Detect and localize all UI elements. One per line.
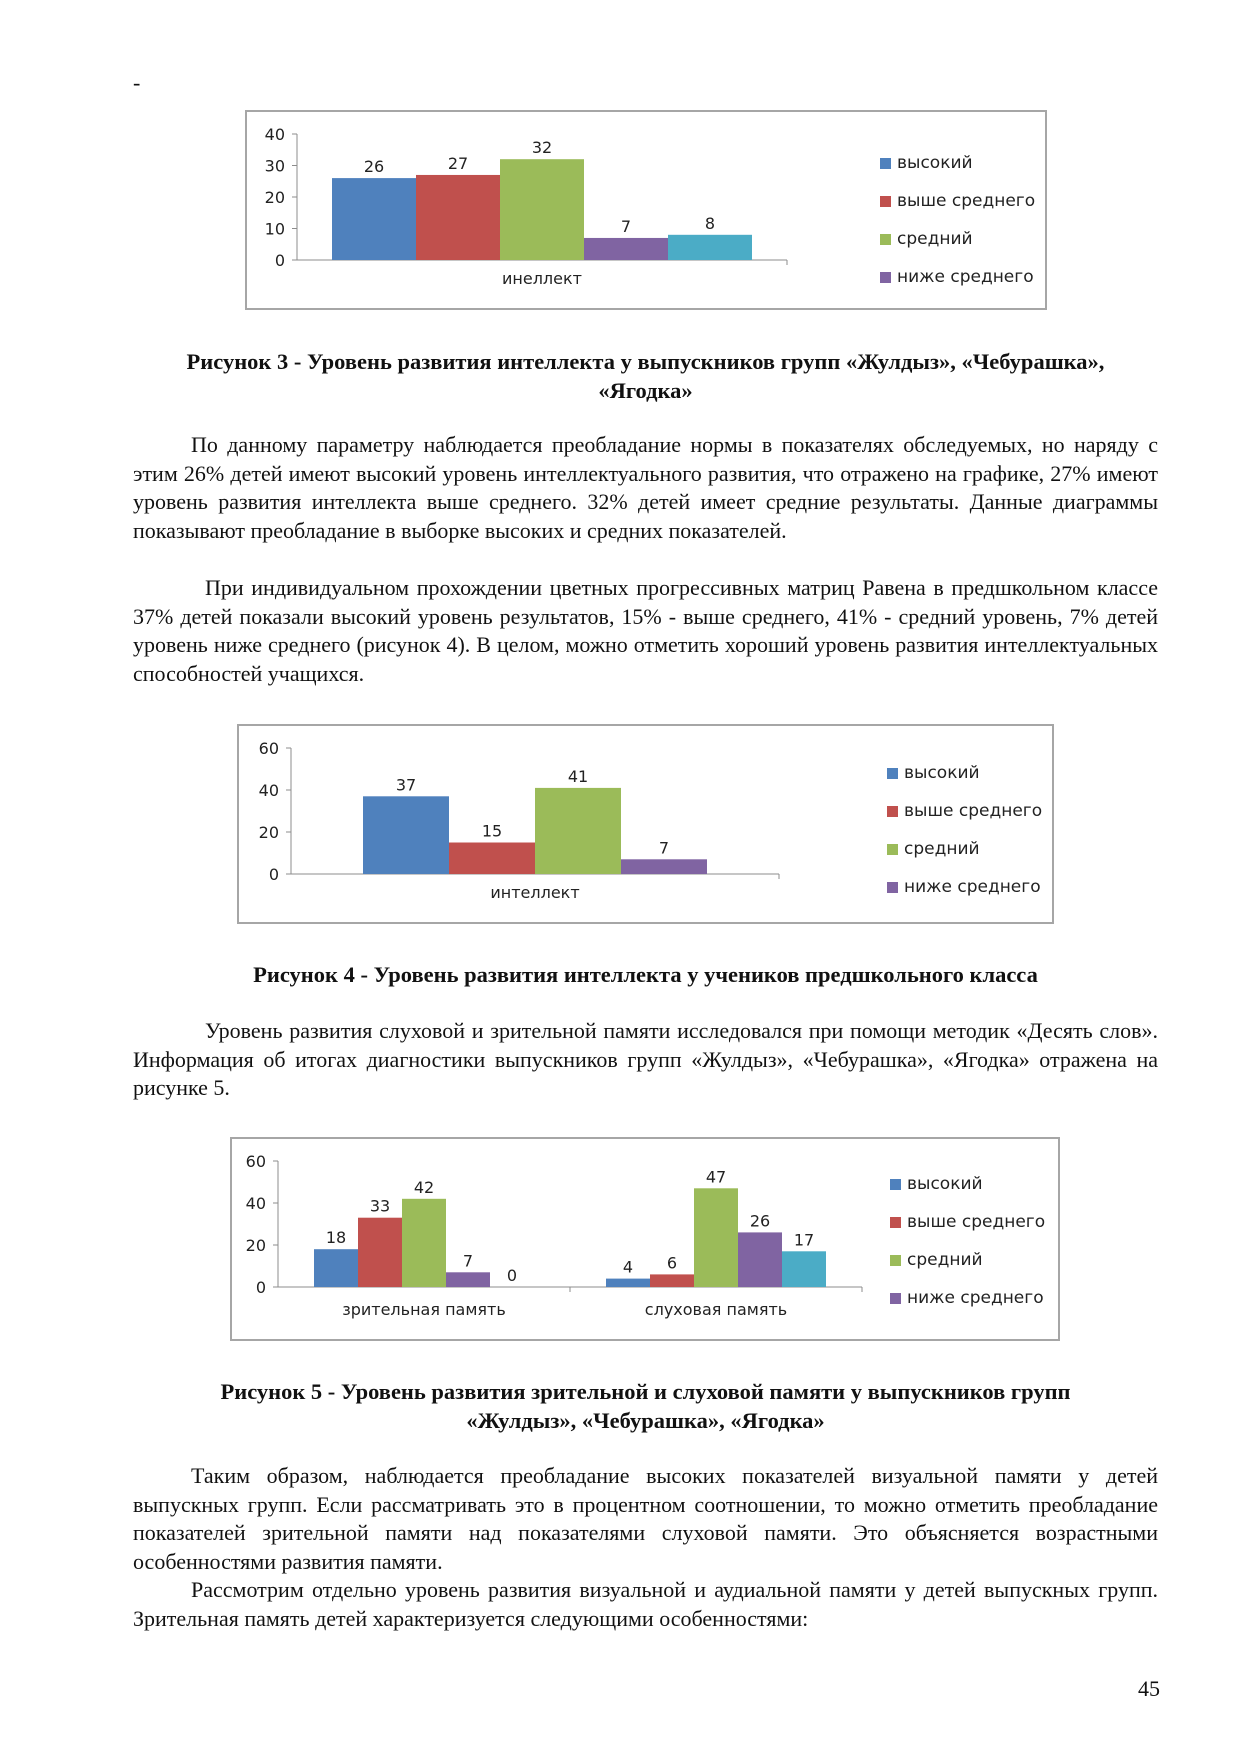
bar xyxy=(738,1232,782,1287)
page-number: 45 xyxy=(1138,1676,1160,1701)
legend-item xyxy=(890,1279,1045,1317)
figure-3-caption-line-1: Рисунок 3 - Уровень развития интеллекта у выпускников групп «Жулдыз», «Чебурашка», xyxy=(186,349,1105,374)
x-category-label: интеллект xyxy=(490,883,580,902)
legend-label: выше среднего xyxy=(907,1212,1046,1232)
legend-label: выше среднего xyxy=(897,191,1036,211)
figure-4-legend xyxy=(887,754,1042,906)
y-tick-label: 60 xyxy=(258,739,279,758)
paragraph-3: Уровень развития слуховой и зрительной памяти исследовался при помощи методик «Десять слов». Информация об итогах диагностики выпускников групп «Жулдыз», «Чебурашка», «Ягодка» отражена на рисунке 5. xyxy=(133,1018,1158,1100)
paragraph-4: Таким образом, наблюдается преобладание высоких показателей визуальной памяти у детей выпускных групп. Если рассматривать это в процентном соотношении, то можно отметить преобладание показателей зрительной памяти над показателями слуховой памяти. Это объясняется возрастными особенностями развития памяти. xyxy=(133,1463,1158,1574)
legend-swatch xyxy=(887,844,898,855)
legend-swatch xyxy=(880,158,891,169)
y-tick-label: 40 xyxy=(264,125,285,144)
legend-swatch xyxy=(887,806,898,817)
bar-value-label: 26 xyxy=(749,1211,771,1231)
bar-value-label: 26 xyxy=(363,157,385,177)
bar-value-label: 6 xyxy=(666,1253,678,1273)
legend-item xyxy=(890,1203,1045,1241)
bar xyxy=(402,1199,446,1287)
figure-5-caption xyxy=(133,1377,1158,1435)
figure-3-plot xyxy=(247,112,807,312)
y-tick-label: 30 xyxy=(264,156,285,176)
figure-3-caption xyxy=(133,347,1158,405)
figure-5-caption-line-1: Рисунок 5 - Уровень развития зрительной и слуховой памяти у выпускников групп xyxy=(220,1379,1071,1404)
bar xyxy=(446,1272,490,1287)
legend-label: высокий xyxy=(904,763,980,783)
paragraph-5: Рассмотрим отдельно уровень развития визуальной и аудиальной памяти у детей выпускных групп. Зрительная память детей характеризуется следующими особенностями: xyxy=(133,1577,1158,1631)
figure-3-legend xyxy=(880,144,1035,296)
x-category-label: зрительная память xyxy=(342,1300,506,1319)
figure-4-caption xyxy=(133,960,1158,989)
legend-item xyxy=(880,220,1035,258)
bar xyxy=(314,1249,358,1287)
y-tick-label: 10 xyxy=(264,219,285,239)
figure-3-caption-line-2: «Ягодка» xyxy=(598,378,693,403)
figure-3-chart xyxy=(245,110,1047,310)
figure-4-caption-line-1: Рисунок 4 - Уровень развития интеллекта у учеников предшкольного класса xyxy=(253,962,1038,987)
legend-label: средний xyxy=(897,229,973,249)
legend-item xyxy=(880,144,1035,182)
bar-value-label: 27 xyxy=(447,153,469,173)
bar-value-label: 33 xyxy=(369,1196,391,1216)
bar-value-label: 47 xyxy=(705,1167,727,1187)
bar xyxy=(332,178,416,260)
bar-value-label: 37 xyxy=(395,775,417,795)
legend-label: ниже среднего xyxy=(897,267,1034,287)
bar xyxy=(449,843,535,875)
y-tick-label: 0 xyxy=(268,865,279,884)
bar-value-label: 7 xyxy=(658,838,670,858)
y-tick-label: 0 xyxy=(255,1278,266,1297)
legend-item xyxy=(880,258,1035,296)
bar-value-label: 42 xyxy=(413,1177,435,1197)
figure-5-caption-line-2: «Жулдыз», «Чебурашка», «Ягодка» xyxy=(466,1408,825,1433)
page-dash: - xyxy=(133,70,141,95)
bar xyxy=(694,1188,738,1287)
bar-value-label: 4 xyxy=(622,1257,634,1277)
bar-value-label: 7 xyxy=(462,1251,474,1271)
legend-item xyxy=(887,792,1042,830)
legend-swatch xyxy=(887,882,898,893)
legend-swatch xyxy=(890,1255,901,1266)
figure-5-chart xyxy=(230,1137,1060,1341)
bar-value-label: 32 xyxy=(531,138,553,158)
legend-swatch xyxy=(887,768,898,779)
legend-item xyxy=(890,1241,1045,1279)
y-tick-label: 0 xyxy=(274,251,285,270)
bar xyxy=(650,1274,694,1287)
x-category-label: слуховая память xyxy=(644,1300,788,1319)
legend-label: средний xyxy=(904,839,980,859)
legend-item xyxy=(887,754,1042,792)
bar xyxy=(584,238,668,260)
y-tick-label: 40 xyxy=(258,781,279,800)
bar-value-label: 15 xyxy=(481,821,503,841)
figure-4-plot xyxy=(239,726,799,926)
legend-label: высокий xyxy=(907,1174,983,1194)
legend-swatch xyxy=(880,272,891,283)
legend-item xyxy=(887,868,1042,906)
legend-label: средний xyxy=(907,1250,983,1270)
legend-item xyxy=(887,830,1042,868)
figure-5-plot xyxy=(232,1139,882,1343)
paragraph-1: По данному параметру наблюдается преобладание нормы в показателях обследуемых, но наряду с этим 26% детей имеют высокий уровень интеллектуального развития, что отражено на графике, 27% имеют уровень развития интеллекта выше среднего. 32% детей имеет средние результаты. Данные диаграммы показывают преобладание в выборке высоких и средних показателей. xyxy=(133,432,1158,543)
bar-value-label: 8 xyxy=(704,213,716,233)
y-tick-label: 20 xyxy=(245,1236,266,1255)
x-category-label: инеллект xyxy=(502,269,582,288)
legend-swatch xyxy=(890,1293,901,1304)
legend-label: ниже среднего xyxy=(904,877,1041,897)
figure-4-chart xyxy=(237,724,1054,924)
bar xyxy=(363,796,449,874)
bar xyxy=(621,859,707,874)
legend-swatch xyxy=(880,234,891,245)
bar-value-label: 41 xyxy=(567,766,589,786)
bar-value-label: 7 xyxy=(620,216,632,236)
legend-swatch xyxy=(880,196,891,207)
legend-swatch xyxy=(890,1179,901,1190)
legend-item xyxy=(890,1165,1045,1203)
bar xyxy=(500,159,584,260)
legend-label: выше среднего xyxy=(904,801,1043,821)
legend-label: высокий xyxy=(897,153,973,173)
bar xyxy=(782,1251,826,1287)
figure-5-legend xyxy=(890,1165,1045,1317)
y-tick-label: 40 xyxy=(245,1194,266,1213)
y-tick-label: 20 xyxy=(264,188,285,207)
bar-value-label: 17 xyxy=(793,1230,815,1250)
legend-label: ниже среднего xyxy=(907,1288,1044,1308)
y-tick-label: 20 xyxy=(258,823,279,842)
paragraph-2: При индивидуальном прохождении цветных прогрессивных матриц Равена в предшкольном классе 37% детей показали высокий уровень результатов, 15% - выше среднего, 41% - средний уровень, 7% детей уровень ниже среднего (рисунок 4). В целом, можно отметить хороший уровень развития интеллектуальных способностей учащихся. xyxy=(133,575,1158,686)
y-tick-label: 60 xyxy=(245,1152,266,1171)
bar-value-label: 18 xyxy=(325,1228,347,1248)
legend-item xyxy=(880,182,1035,220)
bar xyxy=(668,235,752,260)
bar xyxy=(606,1279,650,1287)
bar xyxy=(535,788,621,874)
bar xyxy=(416,175,500,260)
bar-value-label: 0 xyxy=(506,1266,518,1285)
legend-swatch xyxy=(890,1217,901,1228)
bar xyxy=(358,1218,402,1287)
